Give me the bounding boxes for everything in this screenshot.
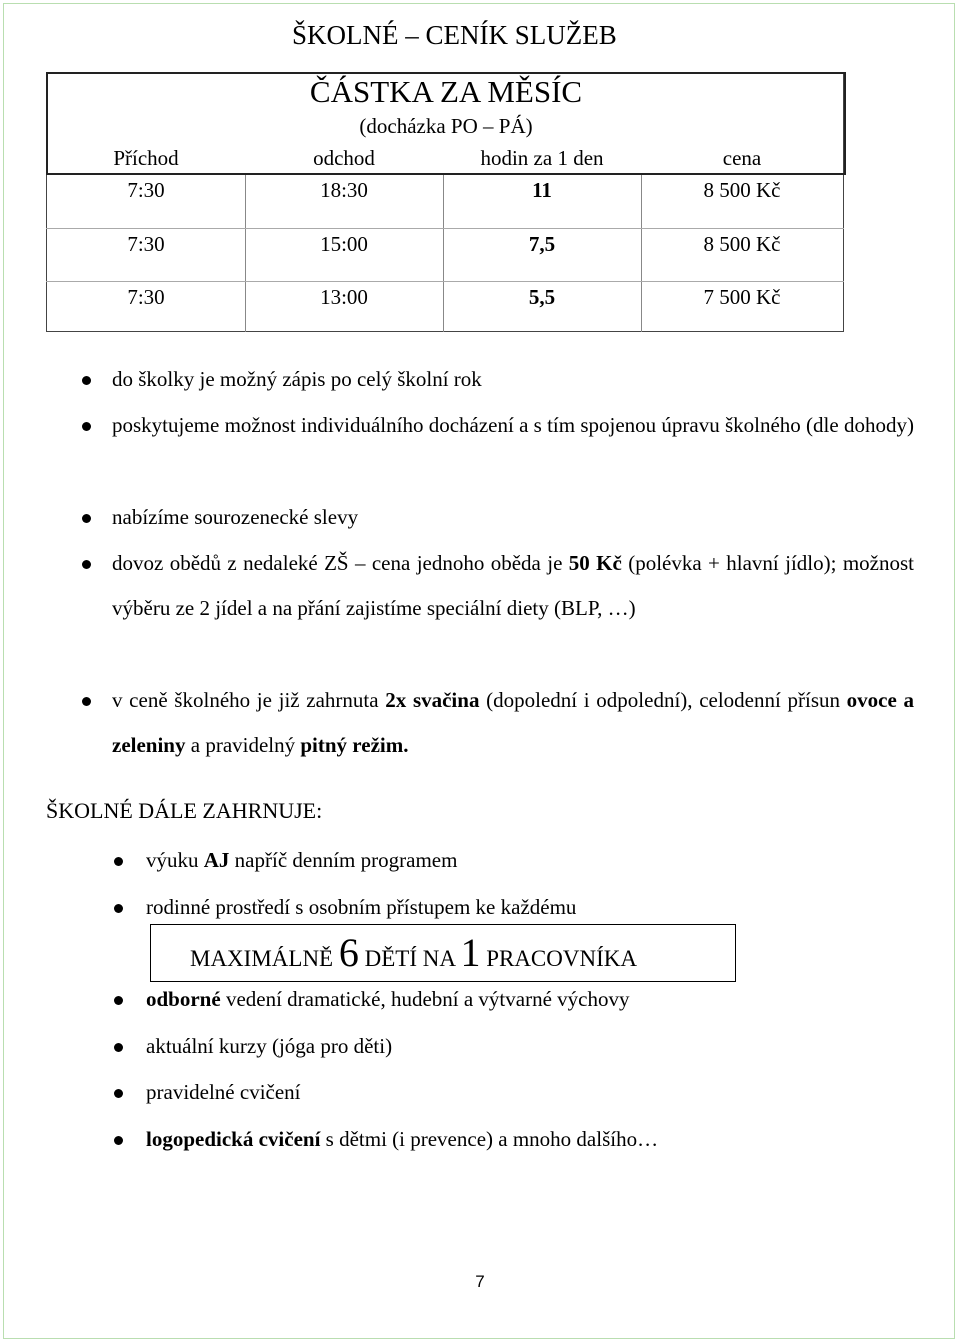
bullet-icon bbox=[82, 376, 91, 385]
page-number: 7 bbox=[475, 1272, 485, 1291]
cell-hours: 7,5 bbox=[528, 232, 556, 256]
cell-price: 7 500 Kč bbox=[703, 285, 781, 309]
bullet-icon bbox=[82, 560, 91, 569]
cell-arrival: 7:30 bbox=[127, 178, 165, 202]
bullet-icon bbox=[114, 996, 123, 1005]
bullet-icon bbox=[114, 1089, 123, 1098]
includes-item-english: výuku AJ napříč denním programem bbox=[146, 848, 458, 872]
cell-departure: 18:30 bbox=[320, 178, 368, 202]
includes-item-speech: logopedická cvičení s dětmi (i prevence) a mnoho dalšího… bbox=[146, 1127, 659, 1151]
column-header-arrival: Příchod bbox=[113, 146, 179, 170]
info-bullet-enrollment: do školky je možný zápis po celý školní rok bbox=[112, 367, 482, 391]
cell-departure: 13:00 bbox=[320, 285, 368, 309]
cell-departure: 15:00 bbox=[320, 232, 368, 256]
bullet-icon bbox=[82, 422, 91, 431]
info-bullet-lunch: dovoz obědů z nedaleké ZŠ – cena jednoho oběda je 50 Kč (polévka + hlavní jídlo); možnost výběru ze 2 jídel a na přání zajistíme speciální diety (BLP, …) bbox=[112, 551, 915, 620]
includes-item-exercise: pravidelné cvičení bbox=[146, 1080, 301, 1104]
table-row-divider bbox=[46, 281, 844, 282]
price-table-heading: ČÁSTKA ZA MĚSÍC bbox=[309, 74, 583, 109]
bullet-icon bbox=[114, 1136, 123, 1145]
info-bullet-snacks: v ceně školného je již zahrnuta 2x svačina (dopolední i odpolední), celodenní přísun ovoce a zeleniny a pravidelný pitný režim. bbox=[112, 688, 914, 757]
cell-hours: 5,5 bbox=[528, 285, 556, 309]
includes-item-family: rodinné prostředí s osobním přístupem ke každému bbox=[146, 895, 577, 919]
bullet-icon bbox=[82, 514, 91, 523]
cell-price: 8 500 Kč bbox=[703, 178, 781, 202]
page-title: ŠKOLNÉ – CENÍK SLUŽEB bbox=[292, 20, 617, 50]
table-row-divider bbox=[46, 228, 844, 229]
bullet-icon bbox=[114, 857, 123, 866]
bullet-icon bbox=[82, 697, 91, 706]
cell-arrival: 7:30 bbox=[127, 285, 165, 309]
ratio-text: MAXIMÁLNĚ 6 DĚTÍ NA 1 PRACOVNÍKA bbox=[190, 930, 637, 975]
info-bullet-individual: poskytujeme možnost individuálního docházení a s tím spojenou úpravu školného (dle dohody) bbox=[112, 413, 914, 437]
bullet-icon bbox=[114, 904, 123, 913]
cell-hours: 11 bbox=[532, 178, 552, 202]
column-header-hours: hodin za 1 den bbox=[480, 146, 604, 170]
info-bullet-discount: nabízíme sourozenecké slevy bbox=[112, 505, 359, 529]
cell-arrival: 7:30 bbox=[127, 232, 165, 256]
column-header-price: cena bbox=[722, 146, 762, 170]
table-divider bbox=[245, 175, 246, 332]
bullet-icon bbox=[114, 1043, 123, 1052]
includes-item-education: odborné vedení dramatické, hudební a výtvarné výchovy bbox=[146, 987, 630, 1011]
includes-heading: ŠKOLNÉ DÁLE ZAHRNUJE: bbox=[46, 798, 323, 823]
price-table-note: (docházka PO – PÁ) bbox=[359, 114, 533, 138]
column-header-departure: odchod bbox=[313, 146, 375, 170]
cell-price: 8 500 Kč bbox=[703, 232, 781, 256]
includes-item-yoga: aktuální kurzy (jóga pro děti) bbox=[146, 1034, 393, 1058]
